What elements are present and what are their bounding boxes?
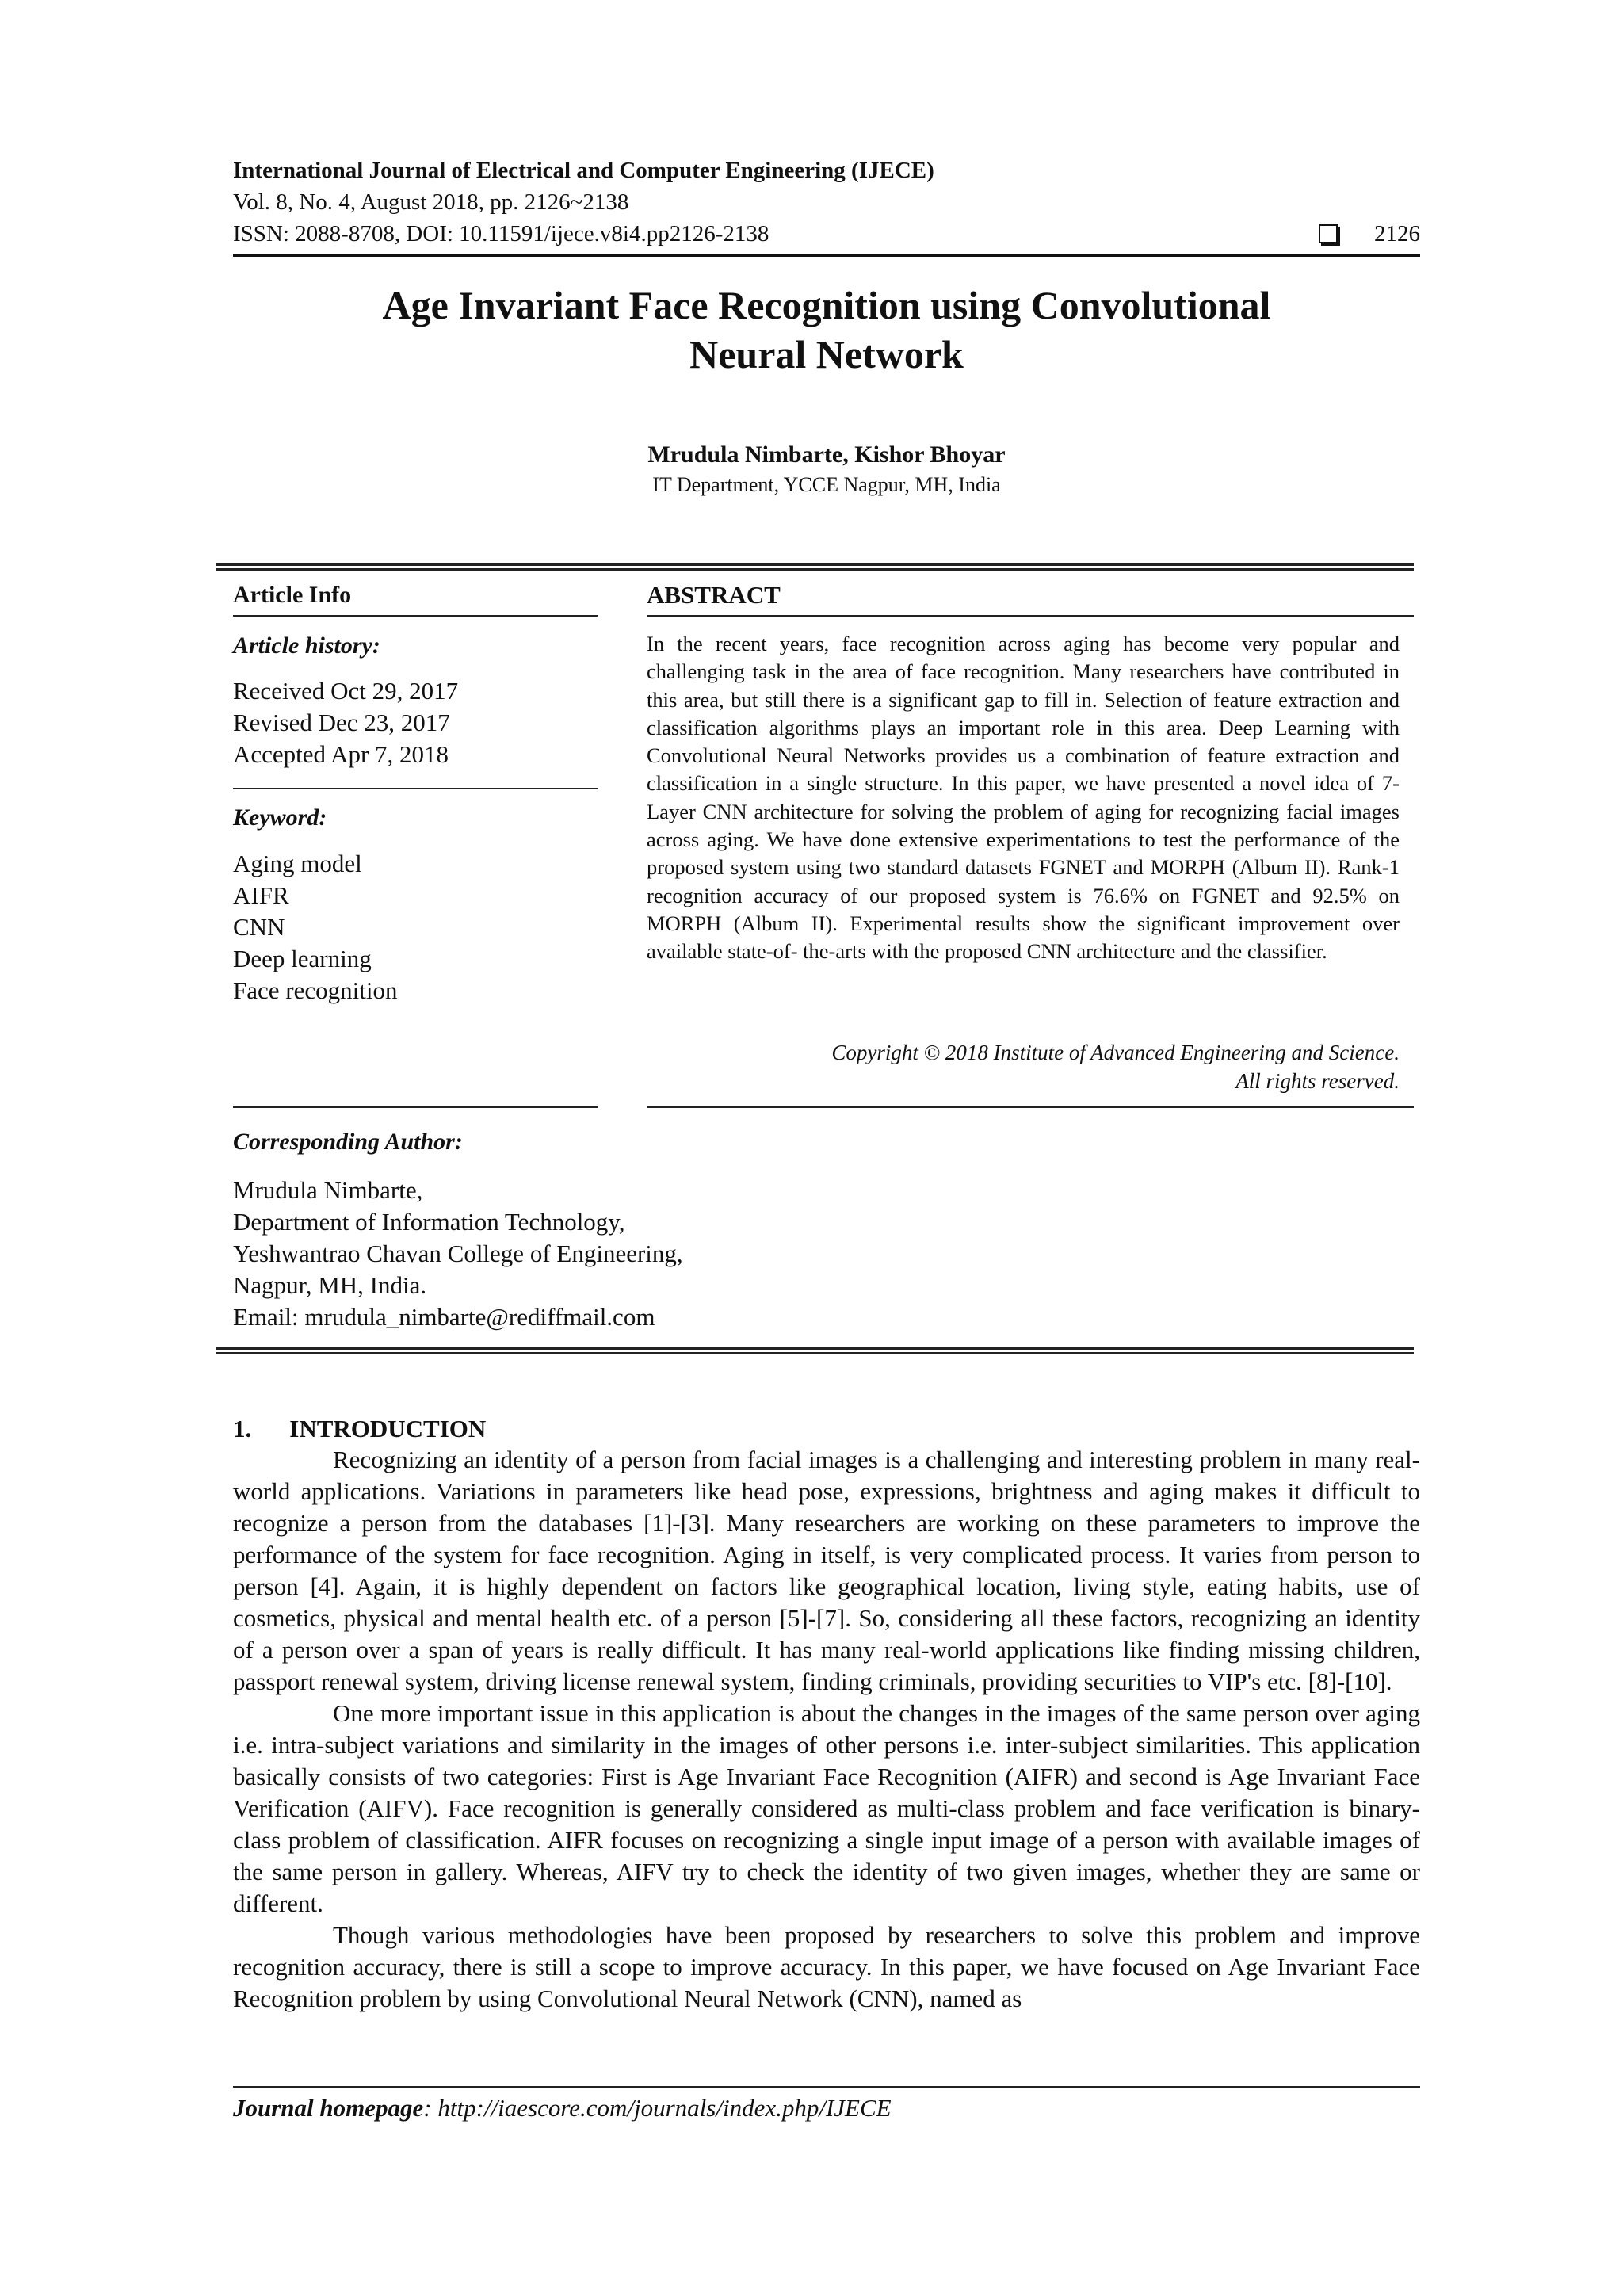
keyword-item: AIFR (233, 881, 289, 909)
keyword-list (233, 848, 598, 1007)
title-line-2: Neural Network (689, 332, 964, 376)
keyword-item: Face recognition (233, 976, 398, 1004)
corr-line: Nagpur, MH, India. (233, 1271, 427, 1299)
affiliation: IT Department, YCCE Nagpur, MH, India (652, 473, 1001, 496)
abstract-heading-rule (647, 615, 1414, 617)
journal-homepage (233, 2092, 892, 2124)
history-rule (233, 788, 598, 789)
info-box-top-rule (216, 563, 1414, 571)
footer-rule (233, 2086, 1420, 2088)
article-info-rule (233, 615, 598, 617)
info-box-bottom-rule (216, 1347, 1414, 1354)
keywords-rule (233, 1106, 598, 1108)
intro-heading (233, 1413, 486, 1445)
authors: Mrudula Nimbarte, Kishor Bhoyar (647, 441, 1006, 468)
abstract-heading: ABSTRACT (647, 581, 781, 609)
keyword-item: Deep learning (233, 945, 372, 972)
intro-paragraph: Recognizing an identity of a person from facial images is a challenging and interesting problem in many real-world applications. Variations in parameters like head pose, expressions, brightness and aging makes it difficult to recognize a person from the databases [1]-[3]. Many researchers are working on these parameters to improve the performance of the system for face recognition. Aging in itself, is very complicated process. It varies from person to person [4]. Again, it is highly dependent on factors like geographical location, living style, eating habits, use of cosmetics, physical and mental health etc. of a person [5]-[7]. So, considering all these factors, recognizing an identity of a person over a span of years is really difficult. It has many real-world applications like finding missing children, passport renewal system, driving license renewal system, finding criminals, providing securities to VIP's etc. [8]-[10]. (233, 1446, 1420, 1695)
corr-email: Email: mrudula_nimbarte@rediffmail.com (233, 1303, 655, 1331)
article-info-heading: Article Info (233, 582, 352, 608)
header-rule (233, 254, 1420, 257)
square-bullet-icon (1319, 224, 1338, 243)
abstract-bottom-rule (647, 1106, 1414, 1108)
article-history-label: Article history: (233, 632, 380, 659)
history-accepted: Accepted Apr 7, 2018 (233, 740, 449, 768)
history-received: Received Oct 29, 2017 (233, 677, 459, 705)
article-history (233, 675, 598, 770)
corresponding-author-label: Corresponding Author: (233, 1129, 463, 1155)
intro-number: 1. (233, 1415, 252, 1442)
intro-title: INTRODUCTION (289, 1415, 487, 1442)
intro-paragraph: One more important issue in this application is about the changes in the images of the same person over aging i.e. intra-subject variations and similarity in the images of other persons i.e. inter-subject similarities. This application basically consists of two categories: First is Age Invariant Face Recognition (AIFR) and second is Age Invariant Face Verification (AIFV). Face recognition is generally considered as multi-class problem and face verification is binary-class problem of classification. AIFR focuses on recognizing a single input image of a person with available images of the same person in gallery. Whereas, AIFV try to check the identity of two given images, whether they are same or different. (233, 1699, 1420, 1917)
keyword-item: CNN (233, 913, 285, 941)
homepage-label: Journal homepage (233, 2094, 424, 2122)
copyright (647, 1038, 1400, 1095)
corr-line: Department of Information Technology, (233, 1208, 625, 1236)
homepage-url[interactable]: : http://iaescore.com/journals/index.php/IJECE (423, 2094, 892, 2122)
journal-name: International Journal of Electrical and Computer Engineering (IJECE) (233, 158, 934, 183)
issn-doi: ISSN: 2088-8708, DOI: 10.11591/ijece.v8i4.pp2126-2138 (233, 221, 769, 246)
intro-body (233, 1444, 1420, 2015)
journal-volume: Vol. 8, No. 4, August 2018, pp. 2126~2138 (233, 189, 629, 215)
abstract-text: In the recent years, face recognition across aging has become very popular and challenging task in the area of face recognition. Many researchers have contributed in this area, but still there is a significant gap to fill in. Selection of feature extraction and classification algorithms plays an important role in this area. Deep Learning with Convolutional Neural Networks provides us a combination of feature extraction and classification in a single structure. In this paper, we have presented a novel idea of 7-Layer CNN architecture for solving the problem of aging for recognizing facial images across aging. We have done extensive experimentations to test the performance of the proposed system using two standard datasets FGNET and MORPH (Album II). Rank-1 recognition accuracy of our proposed system is 76.6% on FGNET and 92.5% on MORPH (Album II). Experimental results show the significant improvement over available state-of- the-arts with the proposed CNN architecture and the classifier. (647, 632, 1400, 964)
page-number: 2126 (1374, 221, 1420, 246)
paper-title (233, 281, 1420, 379)
keyword-item: Aging model (233, 850, 362, 877)
keyword-label: Keyword: (233, 804, 327, 831)
history-revised: Revised Dec 23, 2017 (233, 709, 450, 736)
copyright-line-2: All rights reserved. (1235, 1069, 1400, 1093)
corr-line: Yeshwantrao Chavan College of Engineering, (233, 1240, 683, 1267)
corresponding-author (233, 1175, 1105, 1333)
corr-line: Mrudula Nimbarte, (233, 1176, 423, 1204)
intro-paragraph: Though various methodologies have been proposed by researchers to solve this problem and improve recognition accuracy, there is still a scope to improve accuracy. In this paper, we have focused on Age Invariant Face Recognition problem by using Convolutional Neural Network (CNN), named as (233, 1921, 1420, 2012)
page-number-group (1319, 219, 1420, 249)
title-line-1: Age Invariant Face Recognition using Convolutional (382, 283, 1271, 327)
copyright-line-1: Copyright © 2018 Institute of Advanced Engineering and Science. (831, 1041, 1400, 1064)
